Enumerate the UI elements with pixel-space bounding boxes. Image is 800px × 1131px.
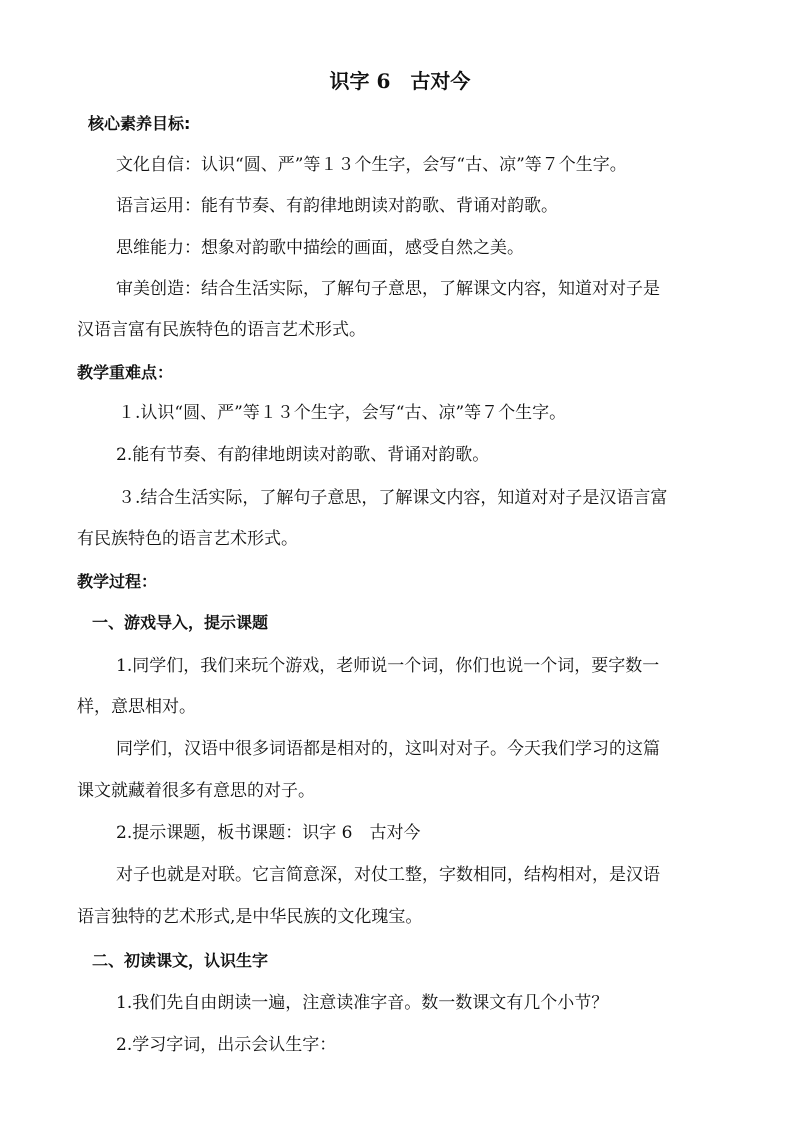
paragraph-line: 1.同学们，我们来玩个游戏，老师说一个词，你们也说一个词，要字数一 xyxy=(116,656,660,676)
key-point-line: 2.能有节奏、有韵律地朗读对韵歌、背诵对韵歌。 xyxy=(116,445,490,465)
section-one-heading: 一、游戏导入，提示课题 xyxy=(92,613,269,632)
paragraph-line: 同学们，汉语中很多词语都是相对的，这叫对对子。今天我们学习的这篇 xyxy=(116,739,660,759)
paragraph-line: 2.提示课题，板书课题：识字 6 古对今 xyxy=(116,823,421,843)
key-points-heading: 教学重难点： xyxy=(77,363,174,382)
process-heading: 教学过程： xyxy=(77,572,158,591)
core-goal-line: 审美创造：结合生活实际，了解句子意思，了解课文内容，知道对对子是 xyxy=(116,279,660,299)
paragraph-line: 对子也就是对联。它言简意深，对仗工整，字数相同，结构相对，是汉语 xyxy=(116,865,660,885)
core-goal-line: 思维能力：想象对韵歌中描绘的画面，感受自然之美。 xyxy=(116,238,524,258)
key-point-line: ３.结合生活实际，了解句子意思，了解课文内容，知道对对子是汉语言富 xyxy=(118,488,668,508)
lesson-title: 识字 6 古对今 xyxy=(329,69,471,93)
core-goal-line: 语言运用：能有节奏、有韵律地朗读对韵歌、背诵对韵歌。 xyxy=(116,196,558,216)
key-point-line: １.认识“圆、严”等１３个生字，会写“古、凉”等７个生字。 xyxy=(118,403,567,423)
core-goal-line: 汉语言富有民族特色的语言艺术形式。 xyxy=(77,320,366,340)
key-point-line: 有民族特色的语言艺术形式。 xyxy=(77,529,298,549)
core-goals-heading: 核心素养目标: xyxy=(88,114,191,133)
paragraph-line: 1.我们先自由朗读一遍，注意读准字音。数一数课文有几个小节？ xyxy=(116,993,609,1013)
paragraph-line: 样，意思相对。 xyxy=(77,697,196,717)
paragraph-line: 2.学习字词，出示会认生字： xyxy=(116,1035,337,1055)
section-two-heading: 二、初读课文，认识生字 xyxy=(92,951,269,970)
paragraph-line: 语言独特的艺术形式,是中华民族的文化瑰宝。 xyxy=(77,907,423,927)
core-goal-line: 文化自信：认识“圆、严”等１３个生字，会写“古、凉”等７个生字。 xyxy=(116,155,627,175)
paragraph-line: 课文就藏着很多有意思的对子。 xyxy=(77,781,315,801)
